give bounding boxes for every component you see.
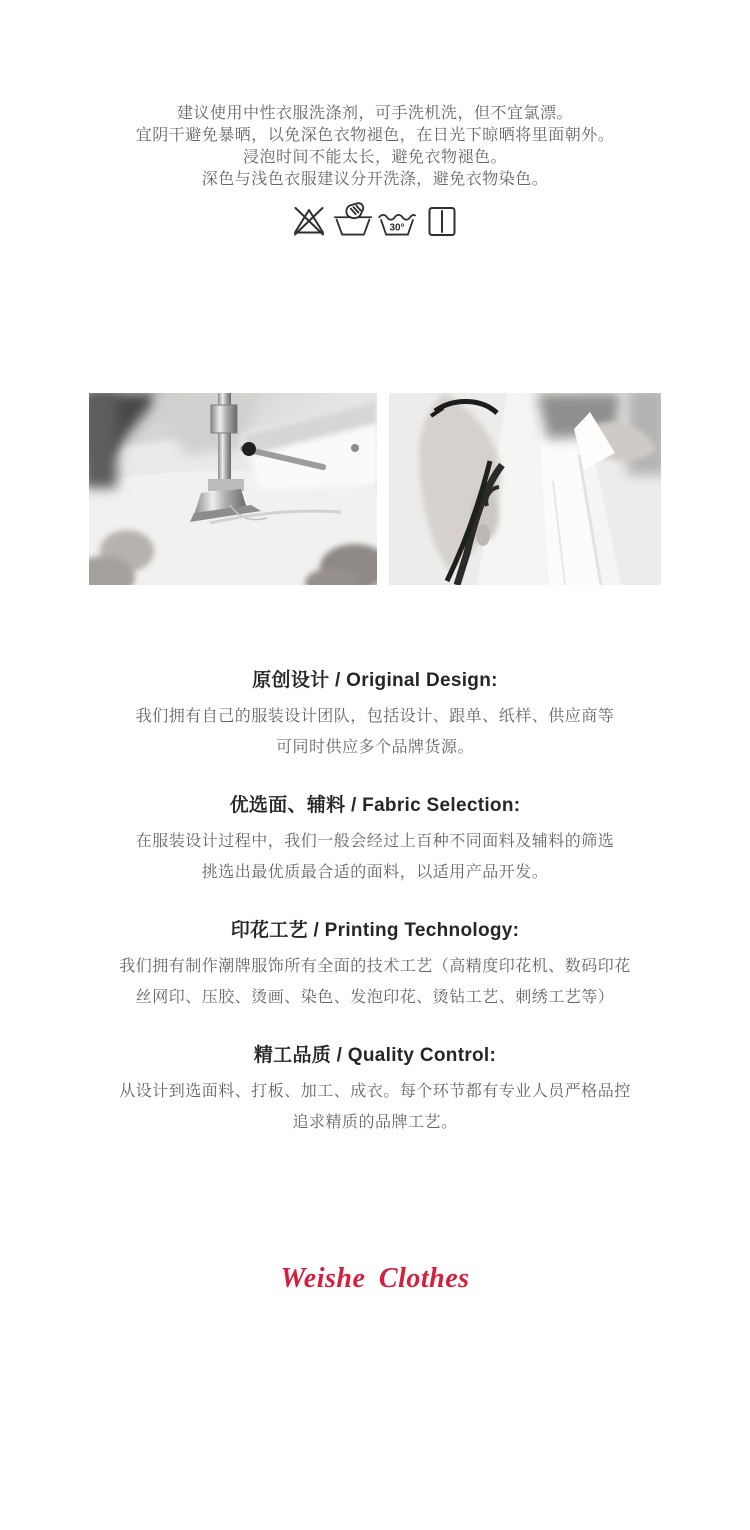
fabric-cutting-photo: [389, 393, 661, 585]
sewing-machine-photo: [89, 393, 377, 585]
workshop-photos: [0, 393, 750, 585]
wash-30-degrees-icon: [377, 200, 417, 240]
care-line: 建议使用中性衣服洗涤剂，可手洗机洗，但不宜氯漂。: [176, 105, 573, 122]
section-title: 精工品质 / Quality Control:: [253, 1045, 497, 1066]
care-line: 浸泡时间不能太长，避免衣物褪色。: [242, 149, 507, 166]
fabric-cutting-illustration: [389, 393, 661, 585]
section-text-line: 可同时供应多个品牌货源。: [275, 739, 474, 756]
section-text-line: 我们拥有自己的服装设计团队，包括设计、跟单、纸样、供应商等: [135, 708, 615, 725]
section-text-line: 追求精质的品牌工艺。: [292, 1114, 458, 1131]
section-text-line: 从设计到选面料、打板、加工、成衣。每个环节都有专业人员严格品控: [119, 1083, 631, 1100]
section-text-line: 在服装设计过程中，我们一般会经过上百种不同面料及辅料的筛选: [135, 833, 615, 850]
section-text-line: 我们拥有制作潮牌服饰所有全面的技术工艺（高精度印花机、数码印花: [119, 958, 631, 975]
wash-temperature-label: 30°: [389, 222, 405, 234]
section-text-line: 挑选出最优质最合适的面料，以适用产品开发。: [201, 864, 549, 881]
laundry-symbols-row: [0, 200, 750, 240]
feature-sections: [0, 667, 750, 1138]
drip-dry-icon: [421, 200, 461, 240]
section-quality-control: [0, 1042, 750, 1138]
section-text-line: 丝网印、压胶、烫画、染色、发泡印花、烫钻工艺、刺绣工艺等）: [135, 989, 615, 1006]
care-line: 宜阴干避免暴晒，以免深色衣物褪色，在日光下晾晒将里面朝外。: [135, 127, 615, 144]
section-original-design: [0, 667, 750, 763]
section-title: 印花工艺 / Printing Technology:: [230, 920, 520, 941]
section-printing-technology: [0, 917, 750, 1013]
do-not-bleach-icon: [289, 200, 329, 240]
care-instructions: [0, 0, 750, 191]
sewing-machine-illustration: [89, 393, 377, 585]
care-line: 深色与浅色衣服建议分开洗涤，避免衣物染色。: [201, 171, 549, 188]
brand-logo: Weishe Clothes: [280, 1263, 470, 1294]
brand-row: [0, 1262, 750, 1296]
section-title: 优选面、辅料 / Fabric Selection:: [229, 795, 521, 816]
section-title: 原创设计 / Original Design:: [252, 670, 498, 691]
section-fabric-selection: [0, 792, 750, 888]
hand-wash-icon: [333, 200, 373, 240]
